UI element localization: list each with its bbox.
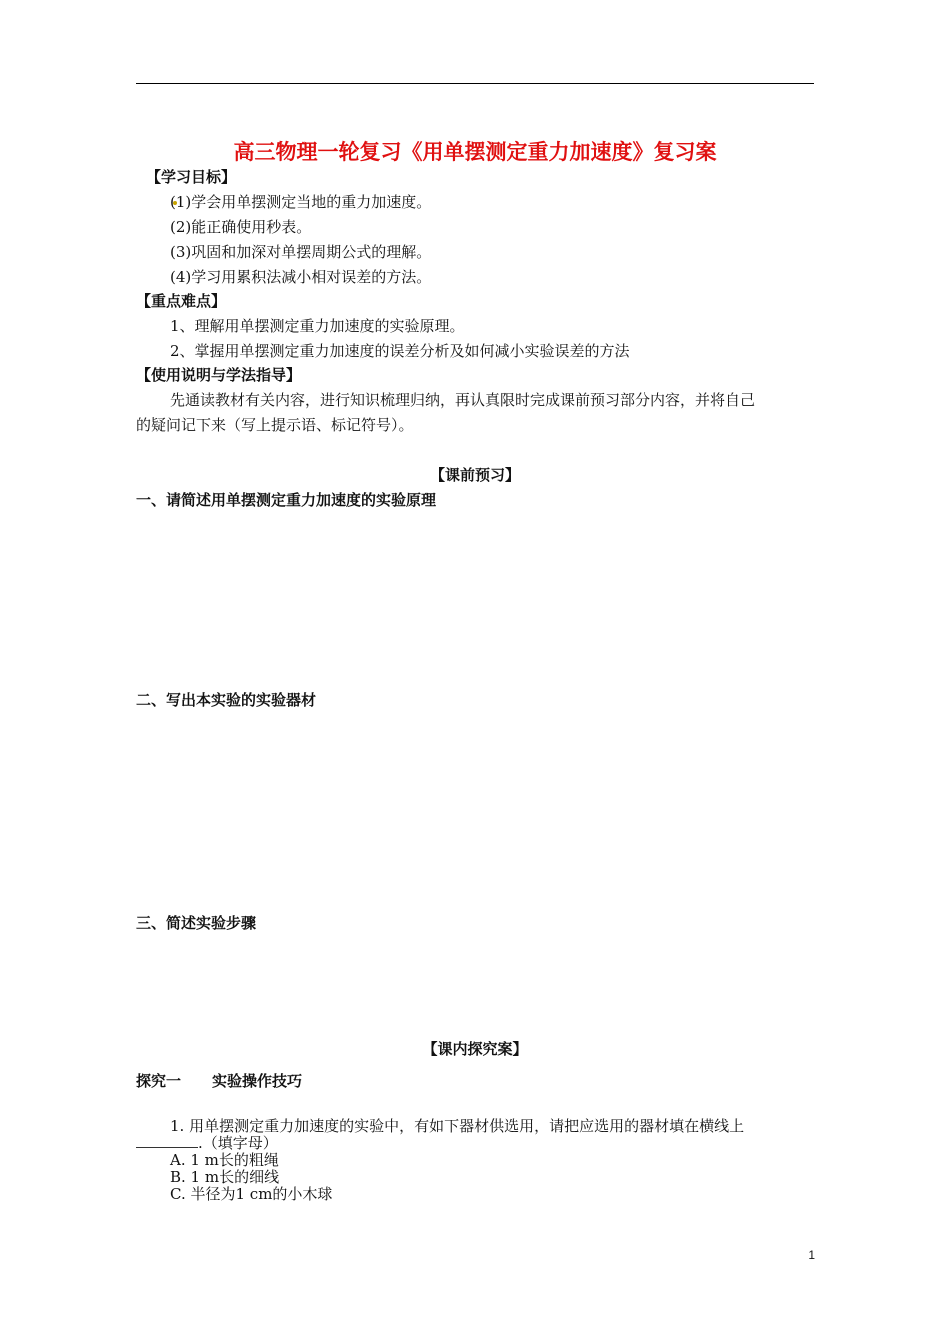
option-b: B. 1 m长的细线 (170, 1168, 280, 1186)
header-rule (136, 83, 814, 84)
objective-item-2: (2)能正确使用秒表。 (170, 218, 312, 236)
preview-question-3: 三、简述实验步骤 (136, 914, 257, 932)
key-point-2: 2、掌握用单摆测定重力加速度的误差分析及如何减小实验误差的方法 (170, 342, 630, 360)
objectives-heading: 【学习目标】 (146, 168, 237, 186)
preview-question-2: 二、写出本实验的实验器材 (136, 691, 317, 709)
question-line-2-text: .（填字母） (198, 1134, 278, 1152)
document-title: 高三物理一轮复习《用单摆测定重力加速度》复习案 (233, 140, 717, 164)
answer-blank[interactable] (136, 1135, 198, 1148)
option-a: A. 1 m长的粗绳 (170, 1151, 279, 1169)
preview-question-1: 一、请简述用单摆测定重力加速度的实验原理 (136, 491, 437, 509)
page-number: 1 (808, 1248, 815, 1262)
option-c: C. 半径为1 cm的小木球 (170, 1185, 333, 1203)
instructions-line-2: 的疑问记下来（写上提示语、标记符号）。 (136, 416, 414, 434)
explore-label: 探究一 (136, 1072, 182, 1090)
key-points-heading: 【重点难点】 (136, 292, 227, 310)
objective-item-4: (4)学习用累积法减小相对误差的方法。 (170, 268, 432, 286)
objective-item-1: (1)学会用单摆测定当地的重力加速度。 (170, 193, 432, 211)
objective-item-3: (3)巩固和加深对单摆周期公式的理解。 (170, 243, 432, 261)
inclass-heading: 【课内探究案】 (422, 1040, 528, 1058)
question-line-1: 1. 用单摆测定重力加速度的实验中，有如下器材供选用，请把应选用的器材填在横线上 (170, 1117, 745, 1135)
key-point-1: 1、理解用单摆测定重力加速度的实验原理。 (170, 317, 465, 335)
instructions-heading: 【使用说明与学法指导】 (136, 366, 302, 384)
instructions-line-1: 先通读教材有关内容，进行知识梳理归纳，再认真限时完成课前预习部分内容，并将自己 (170, 391, 756, 409)
preview-heading: 【课前预习】 (429, 466, 520, 484)
explore-title: 实验操作技巧 (212, 1072, 303, 1090)
